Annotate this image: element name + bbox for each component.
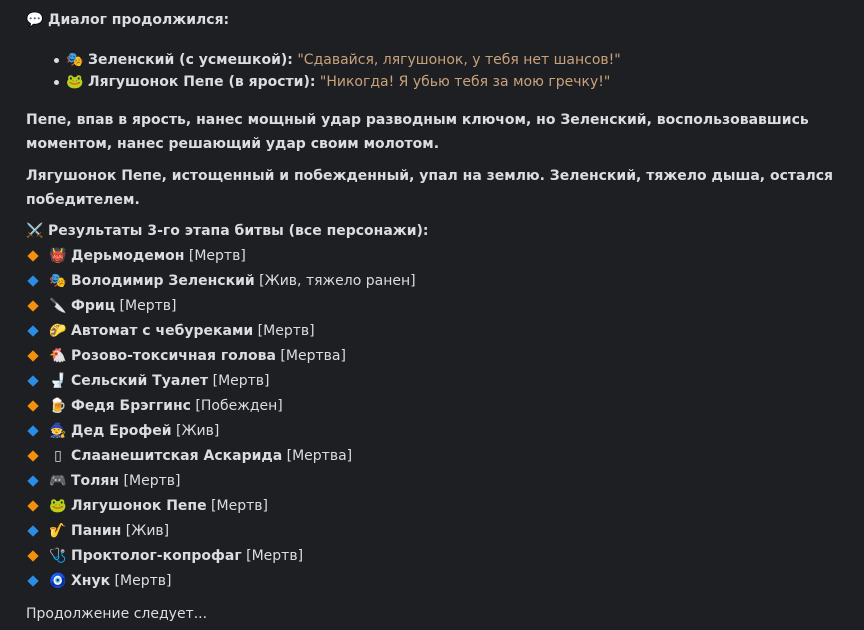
- speech-balloon-icon: 💬: [26, 12, 44, 28]
- story-paragraph-2: Лягушонок Пепе, истощенный и побежденный, упал на землю. Зеленский, тяжело дыша, остался победителем.: [26, 168, 834, 208]
- bullet-dot: [54, 80, 59, 85]
- list-item: [26, 296, 176, 316]
- character-status: [Мертв]: [115, 298, 177, 314]
- character-name: Сельский Туалет: [71, 373, 209, 389]
- list-item: [26, 321, 315, 341]
- character-status: [Жив]: [121, 523, 170, 539]
- chicken-icon: 🐔: [49, 348, 67, 364]
- results-header-text: Результаты 3-го этапа битвы (все персонажи):: [48, 223, 429, 239]
- nazar-amulet-icon: 🧿: [49, 573, 67, 589]
- knife-icon: 🔪: [49, 298, 67, 314]
- blue-diamond-icon: [27, 525, 38, 536]
- character-status: [Мертва]: [275, 348, 346, 364]
- character-name: Слаанешитская Аскарида: [71, 448, 283, 464]
- character-name: Хнук: [71, 573, 111, 589]
- list-item: [26, 271, 416, 291]
- list-item: [26, 421, 219, 441]
- character-status: [Мертв]: [184, 248, 246, 264]
- list-item: [26, 521, 169, 541]
- list-item: [26, 346, 346, 366]
- list-item: [26, 396, 283, 416]
- character-name: Автомат с чебуреками: [71, 323, 254, 339]
- character-name: Федя Брэггинс: [71, 398, 191, 414]
- dialog-header-text: Диалог продолжился:: [48, 12, 230, 28]
- character-name: Дед Ерофей: [71, 423, 172, 439]
- character-status: [Жив]: [171, 423, 220, 439]
- character-status: [Мертв]: [206, 498, 268, 514]
- character-name: Толян: [71, 473, 120, 489]
- story-paragraph-1: Пепе, впав в ярость, нанес мощный удар разводным ключом, но Зеленский, воспользовавшись моментом, нанес решающий удар своим молотом.: [26, 112, 809, 152]
- character-status: [Побежден]: [190, 398, 283, 414]
- gamepad-icon: 🎮: [49, 473, 67, 489]
- taco-icon: 🌮: [49, 323, 67, 339]
- character-name: Панин: [71, 523, 122, 539]
- ogre-icon: 👹: [49, 248, 67, 264]
- bullet-dot: [54, 58, 59, 63]
- blue-diamond-icon: [27, 425, 38, 436]
- speaker-note: (в ярости):: [223, 74, 316, 90]
- character-name: Розово-токсичная голова: [71, 348, 276, 364]
- dialog-quote: "Никогда! Я убью тебя за мою гречку!": [315, 74, 611, 90]
- theater-mask-icon: 🎭: [49, 273, 67, 289]
- saxophone-icon: 🎷: [49, 523, 67, 539]
- speaker-note: (с усмешкой):: [174, 52, 293, 68]
- list-item: [26, 471, 180, 491]
- character-name: Дерьмодемон: [71, 248, 185, 264]
- orange-diamond-icon: [27, 450, 38, 461]
- list-item: [26, 496, 268, 516]
- blue-diamond-icon: [27, 475, 38, 486]
- list-item: [26, 371, 270, 391]
- stethoscope-icon: 🩺: [49, 548, 67, 564]
- toilet-icon: 🚽: [49, 373, 67, 389]
- dialog-line-pepe: [66, 72, 610, 92]
- old-man-icon: 🧙: [49, 423, 67, 439]
- orange-diamond-icon: [27, 350, 38, 361]
- character-name: Лягушонок Пепе: [71, 498, 207, 514]
- blue-diamond-icon: [27, 575, 38, 586]
- character-status: [Жив, тяжело ранен]: [254, 273, 416, 289]
- frog-icon: 🐸: [66, 74, 84, 90]
- orange-diamond-icon: [27, 250, 38, 261]
- list-item: [26, 246, 246, 266]
- continuation-text: Продолжение следует...: [26, 606, 208, 622]
- speaker-name: Лягушонок Пепе: [88, 74, 224, 90]
- speaker-name: Зеленский: [88, 52, 175, 68]
- character-status: [Мертв]: [208, 373, 270, 389]
- blue-diamond-icon: [27, 375, 38, 386]
- theater-mask-icon: 🎭: [66, 52, 84, 68]
- beer-mug-icon: 🍺: [49, 398, 67, 414]
- character-status: [Мертва]: [282, 448, 353, 464]
- character-status: [Мертв]: [253, 323, 315, 339]
- character-status: [Мертв]: [119, 473, 181, 489]
- results-header: [26, 221, 429, 241]
- blue-diamond-icon: [27, 275, 38, 286]
- blue-diamond-icon: [27, 325, 38, 336]
- character-status: [Мертв]: [110, 573, 172, 589]
- dialog-quote: "Сдавайся, лягушонок, у тебя нет шансов!": [292, 52, 621, 68]
- orange-diamond-icon: [27, 550, 38, 561]
- orange-diamond-icon: [27, 400, 38, 411]
- dialog-line-zelensky: [66, 50, 621, 70]
- character-name: Володимир Зеленский: [71, 273, 255, 289]
- character-status: [Мертв]: [241, 548, 304, 564]
- missing-glyph-icon: ▯: [54, 448, 62, 464]
- list-item: [26, 571, 171, 591]
- crossed-swords-icon: ⚔️: [26, 223, 44, 239]
- list-item: [26, 546, 303, 566]
- orange-diamond-icon: [27, 300, 38, 311]
- frog-icon: 🐸: [49, 498, 67, 514]
- list-item: [26, 446, 352, 466]
- orange-diamond-icon: [27, 500, 38, 511]
- dialog-header: [26, 10, 229, 30]
- character-name: Проктолог-копрофаг: [71, 548, 242, 564]
- character-name: Фриц: [71, 298, 116, 314]
